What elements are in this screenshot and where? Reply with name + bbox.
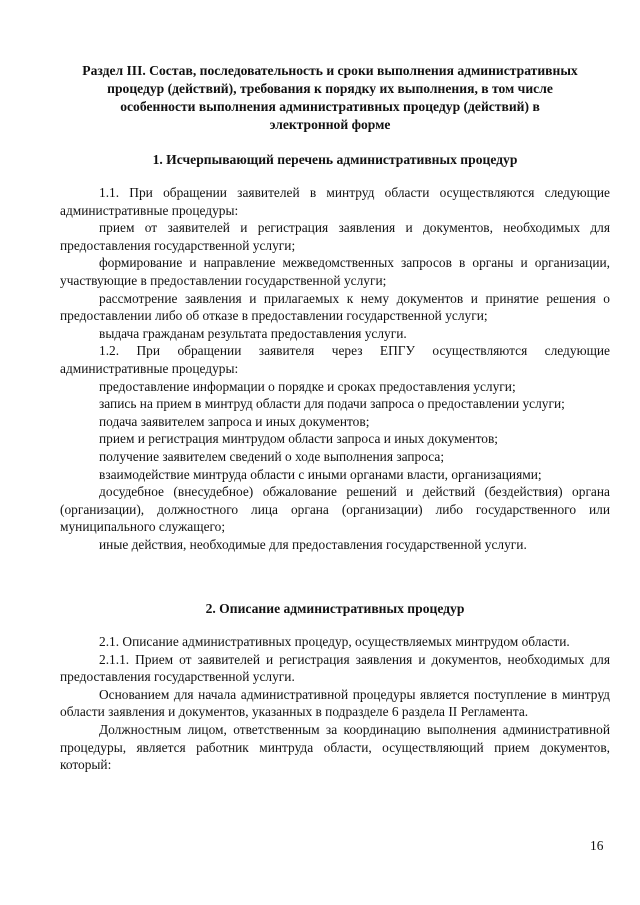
page-number: 16 (590, 838, 604, 853)
paragraph: 2.1. Описание административных процедур, осуществляемых минтрудом области. (99, 634, 570, 649)
procedure-description-text (60, 633, 610, 774)
section-title: Раздел III. Состав, последовательность и сроки выполнения административных процедур (действий), требования к порядку их выполнения, в том числе особенности выполнения административных процедур (действий) в электронной форме (82, 63, 578, 132)
paragraph: получение заявителем сведений о ходе выполнения запроса; (99, 448, 445, 464)
paragraph: 1.2. При обращении заявителя через ЕПГУ осуществляются следующие административные процедуры: (60, 343, 610, 376)
paragraph: 2.1.1. Прием от заявителей и регистрация заявления и документов, необходимых для предоставления государственной услуги. (60, 651, 610, 685)
paragraph: выдача гражданам результата предоставления услуги. (99, 325, 407, 341)
paragraph: Должностным лицом, ответственным за координацию выполнения административной процедуры, является работник минтруда области, осуществляющий прием документов, который: (60, 721, 610, 773)
paragraph: прием от заявителей и регистрация заявления и документов, необходимых для предоставления государственной услуги; (60, 220, 610, 253)
paragraph: прием и регистрация минтрудом области запроса и иных документов; (99, 431, 498, 447)
heading-procedure-list: 1. Исчерпывающий перечень административных процедур (152, 152, 518, 167)
paragraph: иные действия, необходимые для предоставления государственной услуги. (99, 536, 527, 552)
paragraph: предоставление информации о порядке и сроках предоставления услуги; (99, 378, 516, 394)
paragraph: запись на прием в минтруд области для подачи запроса о предоставлении услуги; (99, 396, 565, 412)
procedure-list-text (60, 184, 610, 553)
paragraph: Основанием для начала административной процедуры является поступление в минтруд области заявления и документов, указанных в подразделе 6 раздела II Регламента. (60, 686, 610, 720)
paragraph: 1.1. При обращении заявителей в минтруд области осуществляются следующие административные процедуры: (60, 185, 610, 218)
heading-procedure-description: 2. Описание административных процедур (205, 601, 465, 616)
paragraph: взаимодействие минтруда области с иными органами власти, организациями; (99, 466, 542, 482)
paragraph: досудебное (внесудебное) обжалование решений и действий (бездействия) органа (организации), должностного лица органа (организации) либо государственного или муниципального служащего; (60, 484, 610, 535)
paragraph: формирование и направление межведомственных запросов в органы и организации, участвующие в предоставлении государственной услуги; (60, 255, 610, 288)
paragraph: рассмотрение заявления и прилагаемых к нему документов и принятие решения о предоставлении либо об отказе в предоставлении государственной услуги; (60, 290, 610, 324)
paragraph: подача заявителем запроса и иных документов; (99, 413, 370, 429)
